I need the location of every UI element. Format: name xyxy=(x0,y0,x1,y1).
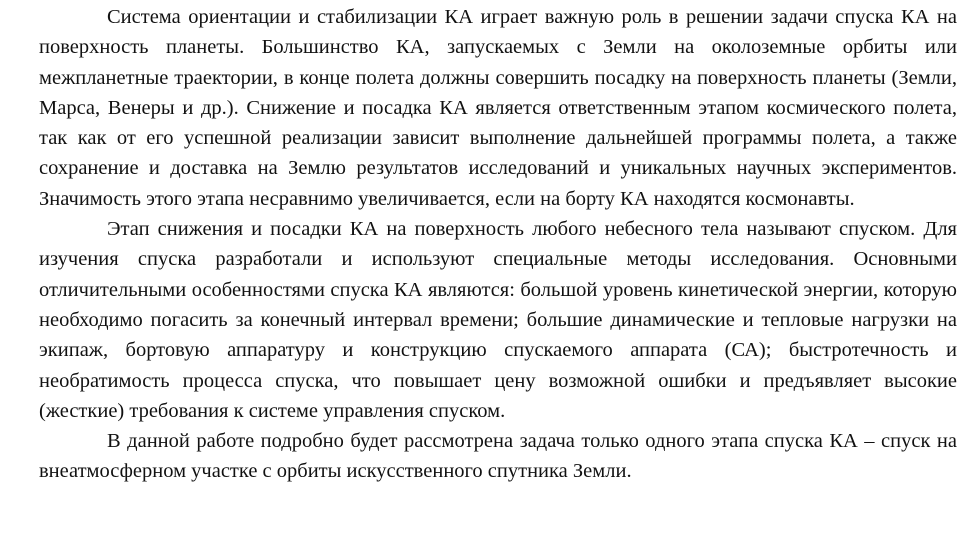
paragraph-orientation-system: Система ориентации и стабилизации КА играет важную роль в решении задачи спуска КА на поверхность планеты. Большинство КА, запускаемых с Земли на околоземные орбиты или межпланетные траектории, в конце полета должны совершить посадку на поверхность планеты (Земли, Марса, Венеры и др.). Снижение и посадка КА является ответственным этапом космического полета, так как от его успешной реализации зависит выполнение дальнейшей программы полета, а также сохранение и доставка на Землю результатов исследований и уникальных научных экспериментов. Значимость этого этапа несравнимо увеличивается, если на борту КА находятся космонавты. xyxy=(39,6,957,210)
paragraph-descent-definition: Этап снижения и посадки КА на поверхность любого небесного тела называют спуском. Для изучения спуска разработали и используют специальные методы исследования. Основными отличительными особенностями спуска КА являются: большой уровень кинетической энергии, которую необходимо погасить за конечный интервал времени; большие динамические и тепловые нагрузки на экипаж, бортовую аппаратуру и конструкцию спускаемого аппарата (СА); быстротечность и необратимость процесса спуска, что повышает цену возможной ошибки и предъявляет высокие (жесткие) требования к системе управления спуском. xyxy=(39,218,957,422)
paragraph-work-scope: В данной работе подробно будет рассмотрена задача только одного этапа спуска КА – спуск на внеатмосферном участке с орбиты искусственного спутника Земли. xyxy=(39,430,957,483)
document-body xyxy=(39,2,957,487)
